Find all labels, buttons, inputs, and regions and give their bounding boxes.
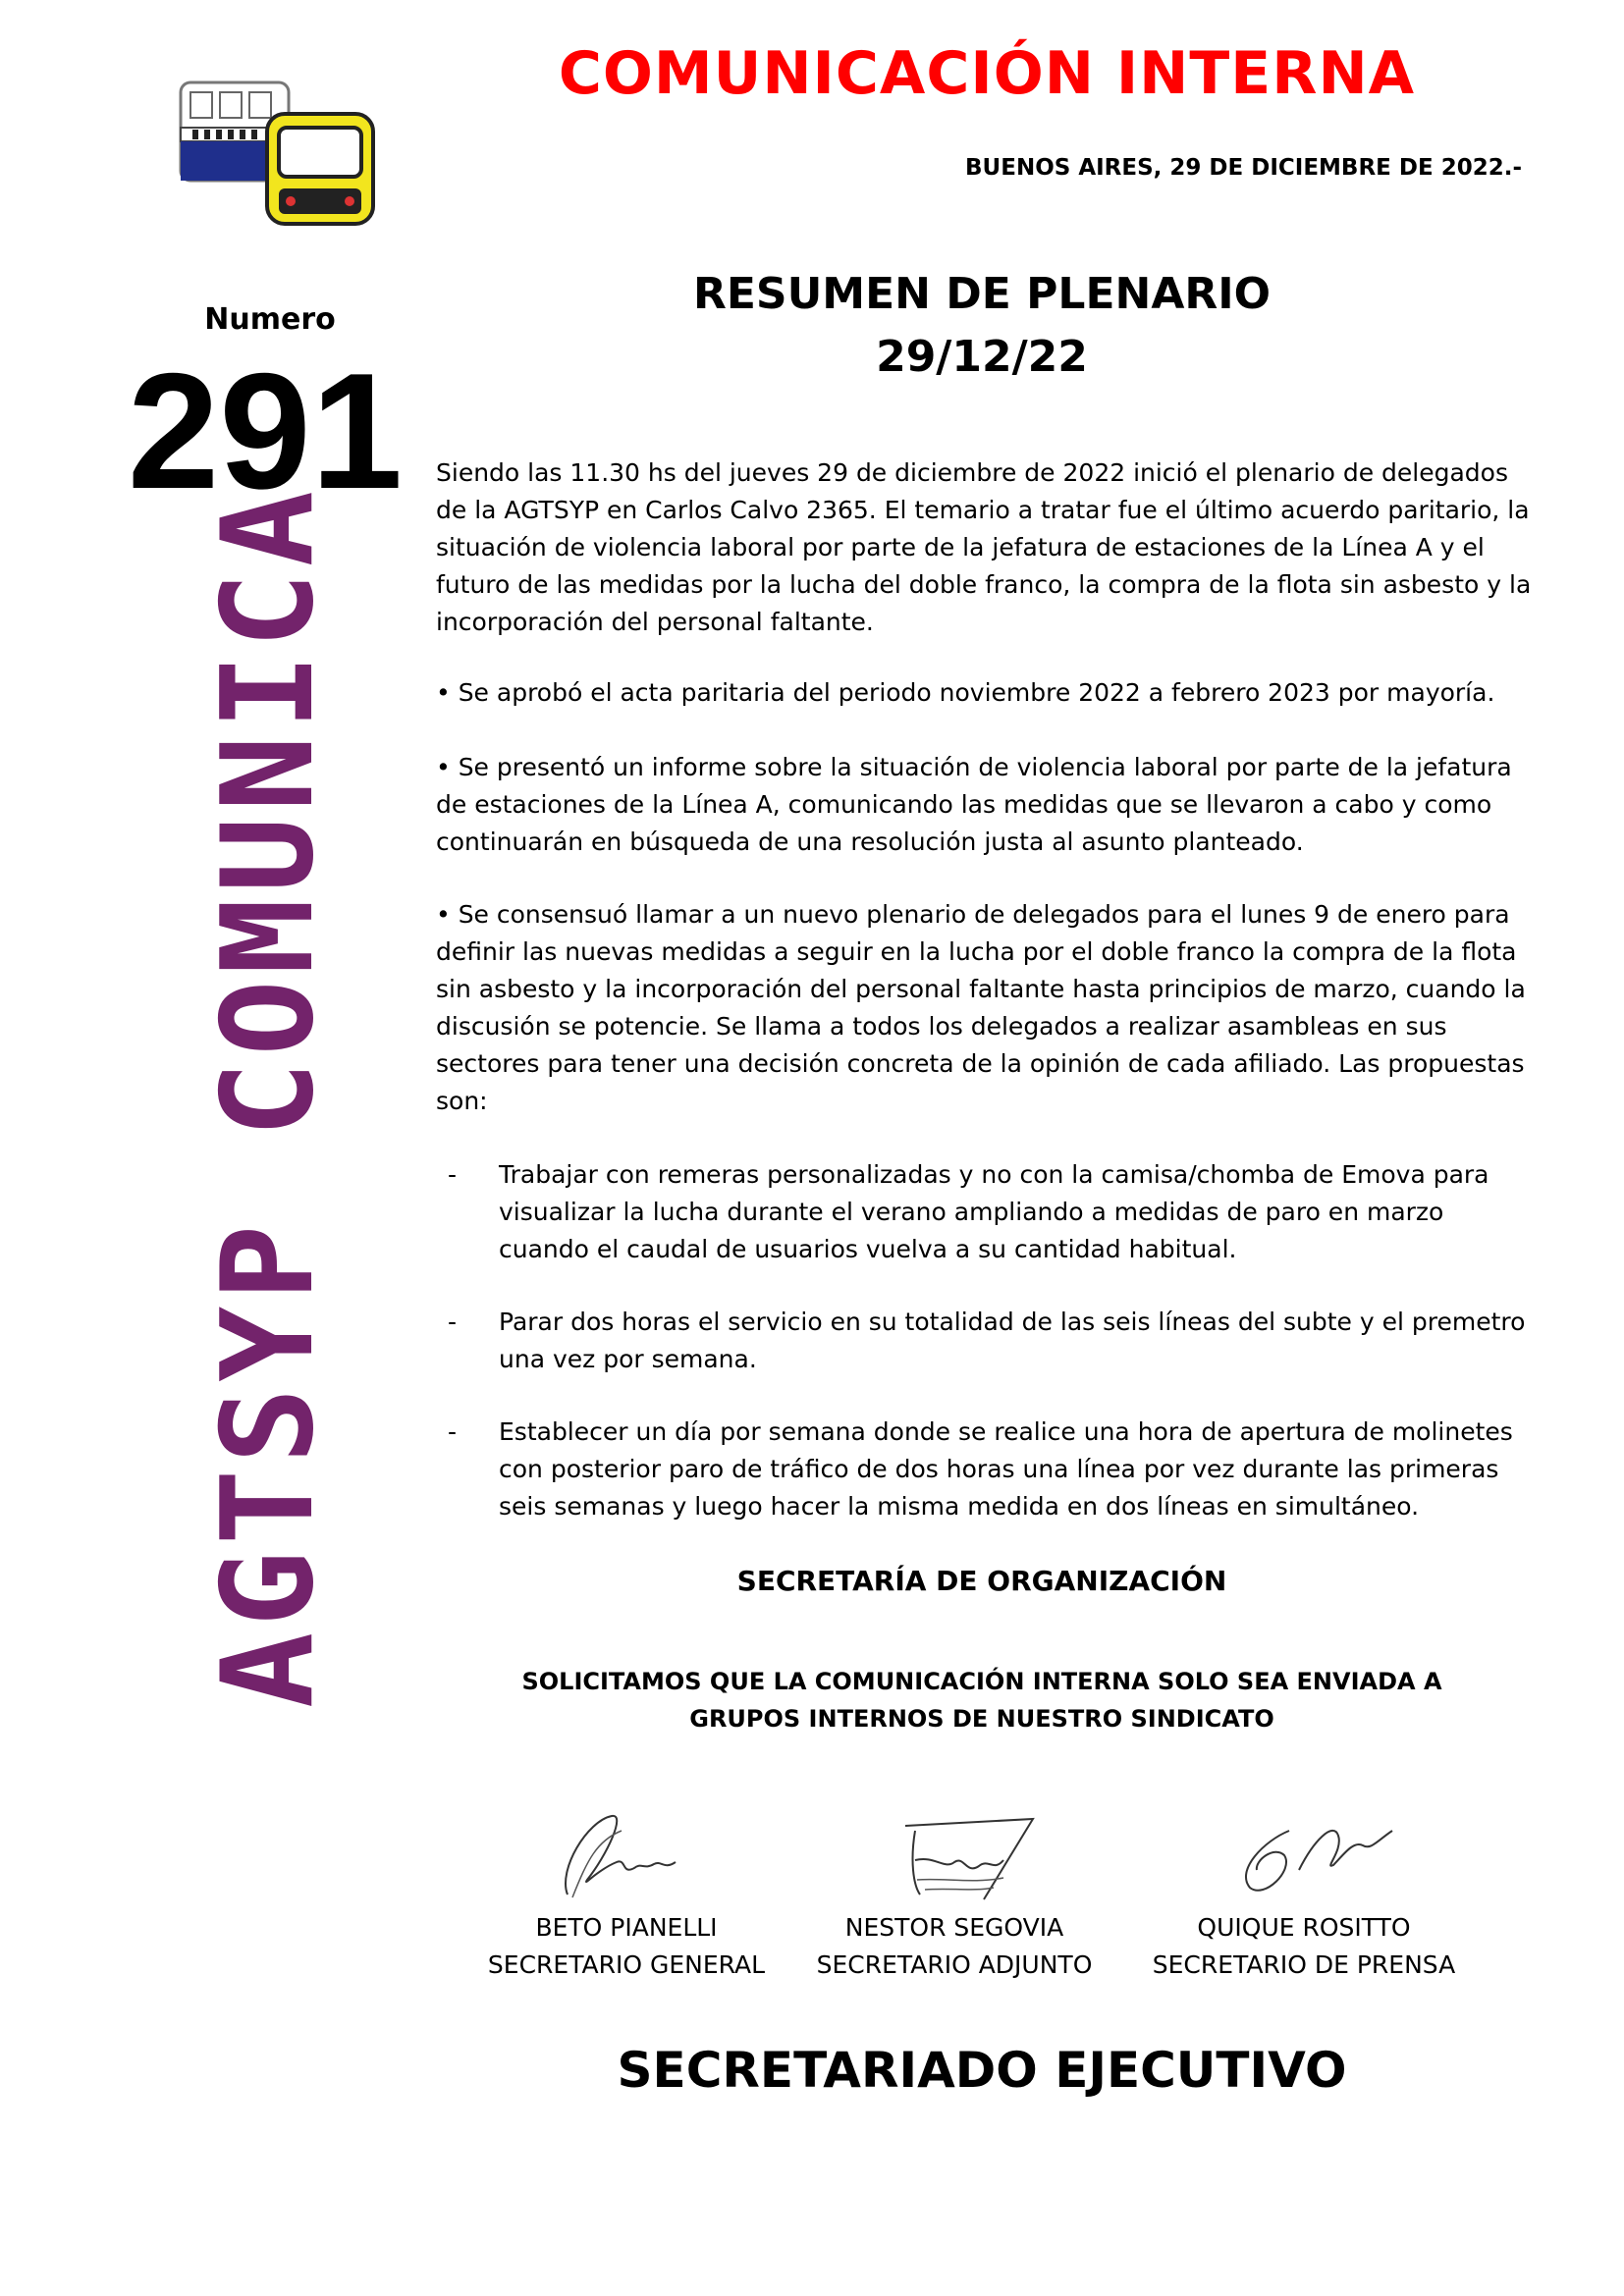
document-title [550, 263, 1414, 389]
handwritten-signature-icon [856, 1801, 1053, 1909]
distribution-request-line: SOLICITAMOS QUE LA COMUNICACIÓN INTERNA SOLO SEA ENVIADA A [521, 1668, 1442, 1695]
proposal-text: Trabajar con remeras personalizadas y no con la camisa/chomba de Emova para visualizar la lucha durante el verano ampliando a medidas de paro en marzo cuando el caudal de usuarios vuelva a su cantidad habitual. [499, 1160, 1489, 1263]
proposal-item [436, 1414, 1536, 1525]
signature-block [469, 1801, 784, 1984]
signature-block [797, 1801, 1111, 1984]
signatory-role: SECRETARIO ADJUNTO [816, 1950, 1093, 1979]
proposal-text: Parar dos horas el servicio en su totalidad de las seis líneas del subte y el premetro una vez por semana. [499, 1308, 1526, 1373]
bullet-point: • Se aprobó el acta paritaria del periodo noviembre 2022 a febrero 2023 por mayoría. [436, 678, 1495, 707]
agtsyp-logo [177, 79, 379, 228]
list-dash: - [448, 1308, 458, 1336]
document-header-title: COMUNICACIÓN INTERNA [558, 39, 1416, 108]
document-title-date: 29/12/22 [876, 332, 1088, 382]
vertical-brand-text: AGTSYP COMUNICA [195, 485, 342, 1708]
footer-title: SECRETARIADO EJECUTIVO [617, 2042, 1347, 2099]
signatory-role: SECRETARIO GENERAL [487, 1950, 766, 1979]
subway-train-logo-icon [177, 79, 379, 228]
bullet-point: • Se presentó un informe sobre la situación de violencia laboral por parte de la jefatura de estaciones de la Línea A, comunicando las medidas que se llevaron a cabo y como continuarán en búsqueda de una resolución justa al asunto planteado. [436, 753, 1512, 856]
list-dash: - [448, 1160, 458, 1189]
signatory-name: BETO PIANELLI [535, 1913, 718, 1942]
proposal-item [436, 1156, 1536, 1268]
signatory-name: QUIQUE ROSITTO [1197, 1913, 1411, 1942]
proposal-text: Establecer un día por semana donde se realice una hora de apertura de molinetes con posterior paro de tráfico de dos horas una línea por vez durante las primeras seis semanas y luego hacer la misma medida en dos líneas en simultáneo. [499, 1417, 1513, 1521]
issue-number-label: Numero [204, 302, 336, 337]
handwritten-signature-icon [1196, 1801, 1412, 1909]
document-date: BUENOS AIRES, 29 DE DICIEMBRE DE 2022.- [965, 155, 1522, 181]
signatory-name: NESTOR SEGOVIA [844, 1913, 1064, 1942]
handwritten-signature-icon [528, 1801, 725, 1909]
signatory-role: SECRETARIO DE PRENSA [1152, 1950, 1456, 1979]
list-dash: - [448, 1417, 458, 1446]
signature-block [1147, 1801, 1461, 1984]
proposal-item [436, 1304, 1536, 1378]
document-title-line: RESUMEN DE PLENARIO [692, 269, 1272, 319]
issue-number: 291 [127, 339, 404, 523]
secretariat-heading: SECRETARÍA DE ORGANIZACIÓN [736, 1565, 1227, 1597]
intro-paragraph: Siendo las 11.30 hs del jueves 29 de diciembre de 2022 inició el plenario de delegados de la AGTSYP en Carlos Calvo 2365. El temario a tratar fue el último acuerdo paritario, la situación de violencia laboral por parte de la jefatura de estaciones de la Línea A y el futuro de las medidas por la lucha del doble franco, la compra de la flota sin asbesto y la incorporación del personal faltante. [436, 458, 1532, 636]
distribution-request [461, 1663, 1502, 1737]
bullet-point: • Se consensuó llamar a un nuevo plenario de delegados para el lunes 9 de enero para definir las nuevas medidas a seguir en la lucha por el doble franco la compra de la flota sin asbesto y la incorporación del personal faltante hasta principios de marzo, cuando la discusión se potencie. Se llama a todos los delegados a realizar asambleas en sus sectores para tener una decisión concreta de la opinión de cada afiliado. Las propuestas son: [436, 900, 1526, 1115]
distribution-request-line: GRUPOS INTERNOS DE NUESTRO SINDICATO [689, 1705, 1274, 1733]
